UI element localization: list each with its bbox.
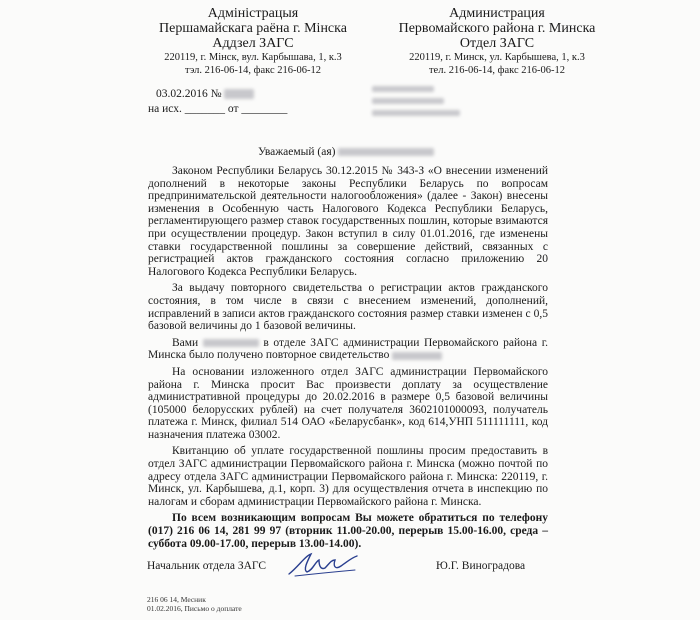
salutation [258, 146, 434, 158]
paragraph-receipt: Квитанцию об уплате государственной пошлины просим предоставить в отдел ЗАГС администрации Первомайского района г. Минска (можно почтой по адресу отдела ЗАГС администрации Первомайского района г. Минска: 220119, г. Минск, ул. Карбышева, д.1, корп. 3) для осуществления отчета в инспекцию по налогам и сборам администрации Первомайского района г. Минска. [148, 445, 548, 508]
incoming-label: на исх. [148, 103, 182, 115]
handwritten-signature [285, 548, 365, 582]
salutation-text: Уважаемый (ая) [258, 146, 336, 158]
paragraph-rate: За выдачу повторного свидетельства о регистрации актов гражданского состояния, в том числе в связи с внесением изменений, дополнений, исправлений в записи актов гражданского состояния размер ставки изменен с 0,5 базовой величины до 1 базовой величины. [148, 282, 548, 333]
paragraph-contact: По всем возникающим вопросам Вы можете обратиться по телефону (017) 216 06 14, 281 99 97 (вторник 11.00-20.00, перерыв 15.00-16.00, среда – суббота 09.00-17.00, перерыв 13.00-14.00). [148, 512, 548, 550]
paragraph-received [148, 337, 548, 362]
header-right-address: 220119, г. Минск, ул. Карбышева, 1, к.3 [409, 52, 585, 63]
outgoing-ref [156, 88, 254, 100]
header-right-dept: Отдел ЗАГС [459, 36, 535, 51]
ref-number-redacted [224, 89, 254, 99]
paragraph-received-start: Вами [172, 336, 199, 349]
recipient-address-redacted [372, 86, 472, 116]
signatory-position: Начальник отдела ЗАГС [147, 560, 267, 572]
certificate-redacted [392, 352, 442, 360]
ref-date: 03.02.2016 [156, 88, 208, 100]
incoming-blank: _______ [184, 103, 225, 115]
header-right-district: Первомайского района г. Минска [398, 21, 596, 36]
signatory-name: Ю.Г. Виноградова [436, 560, 526, 572]
footer-line-1: 216 06 14, Месник [147, 595, 206, 604]
footer-line-2: 01.02.2016, Письмо о доплате [147, 604, 242, 613]
letter-body [148, 165, 548, 554]
from-blank: ________ [241, 103, 288, 115]
header-left-district: Першамайскага раёна г. Мінска [159, 21, 347, 36]
recipient-name-redacted [338, 148, 434, 156]
paragraph-payment: На основании изложенного отдел ЗАГС администрации Первомайского района г. Минска просит Вас произвести доплату за осуществление административной процедуры до 20.02.2016 в размере 0,5 базовой величины (105000 белорусских рублей) на счет получателя 3602101000093, получатель платежа г. Минск, филиал 514 ОАО «Беларусбанк», код 614,УНП 511111111, код назначения платежа 03002. [148, 365, 548, 441]
header-left-address: 220119, г. Мінск, вул. Карбышава, 1, к.3 [164, 52, 342, 63]
ref-no-label: № [210, 88, 222, 100]
incoming-ref [148, 103, 287, 115]
paragraph-law: Законом Республики Беларусь 30.12.2015 № 343-З «О внесении изменений дополнений в некоторые законы Республики Беларусь по вопросам предпринимательской деятельности налогообложения» (далее - Закон) внесены изменения в Особенную часть Налогового Кодекса Республики Беларусь, регламентирующего размер ставок государственных пошлин, которые взимаются при осуществлении процедур. Закон вступил в силу 01.01.2016, где изменены ставки государственной пошлины за совершение действий, связанных с регистрацией актов гражданского состояния согласно приложению 20 Налогового Кодекса Республики Беларусь. [148, 165, 548, 278]
header-left-dept: Аддзел ЗАГС [212, 36, 294, 51]
header-left [128, 6, 378, 77]
header-right-org: Администрация [449, 6, 545, 21]
header-right [372, 6, 622, 77]
header-right-phone: тел. 216-06-14, факс 216-06-12 [428, 65, 566, 76]
from-label: от [227, 103, 239, 115]
header-left-phone: тэл. 216-06-14, факс 216-06-12 [185, 65, 321, 76]
footer-notes [147, 595, 242, 613]
date-redacted [203, 339, 259, 347]
paragraph-received-middle: в отделе ЗАГС администрации Первомайского района г. Минска было получено повторное свидетельство [148, 336, 548, 362]
header-left-org: Адміністрацыя [207, 6, 299, 21]
